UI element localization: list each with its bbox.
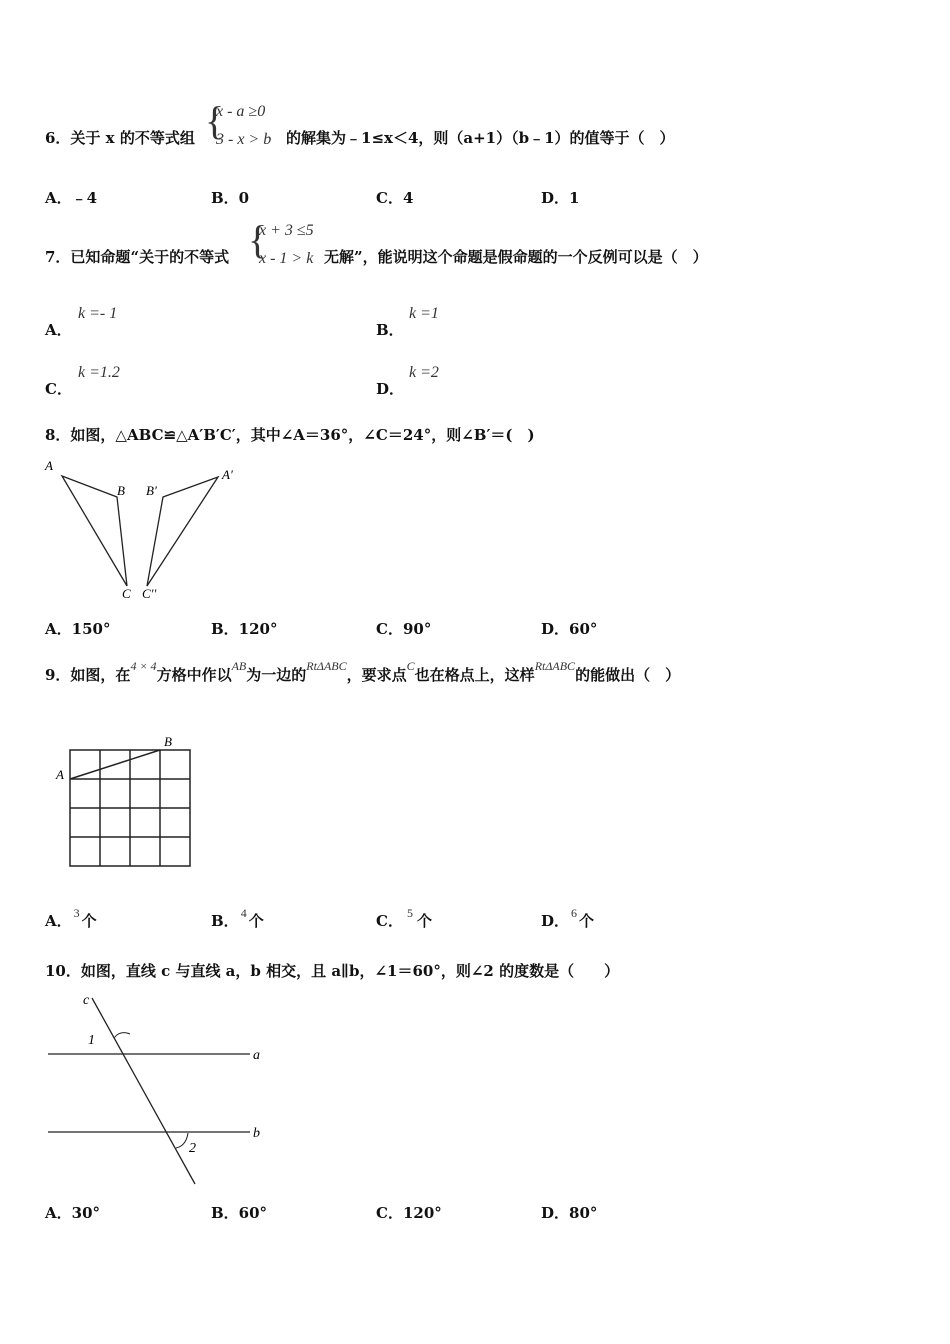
q7-prefix: 7．已知命题“关于的不等式 (45, 248, 230, 266)
q9-option-d-label: D． (541, 912, 570, 930)
q7-option-d-label[interactable]: D． (376, 380, 405, 398)
q9-text-part1: 9．如图，在 (45, 666, 131, 684)
q9-text-part4: ，要求点 (346, 666, 407, 684)
q6-option-c[interactable]: C．4 (376, 189, 414, 207)
q9-text-part6: 的能做出（ ） (575, 666, 681, 684)
label-a: A (45, 458, 53, 473)
label-b: b (253, 1126, 260, 1141)
q8-option-c[interactable]: C．90° (376, 620, 432, 638)
q9-option-a[interactable] (45, 906, 97, 931)
label-angle-1: 1 (88, 1033, 95, 1048)
q7-brace: { (248, 217, 268, 262)
q7-option-b-value[interactable]: k =1 (409, 305, 439, 322)
q10-option-b[interactable]: B．60° (211, 1204, 268, 1222)
label-c: c (83, 993, 90, 1008)
q9-option-b-unit: 个 (248, 912, 264, 930)
angle-2-arc (176, 1133, 188, 1148)
q6-system-line1: x - a ≥0 (216, 103, 266, 120)
q10-option-c[interactable]: C．120° (376, 1204, 442, 1222)
q6-prefix: 6．关于 x 的不等式组 (45, 129, 195, 147)
q7-option-c-label[interactable]: C． (45, 380, 72, 398)
q7-option-c-value[interactable]: k =1.2 (78, 364, 120, 381)
q9-math-rt-triangle: RtΔABC (306, 659, 347, 673)
q8-text: 8．如图，△ABC≌△A′B′C′，其中∠A＝36°，∠C＝24°，则∠B′＝( ) (45, 426, 535, 444)
triangle-a2b2c2 (147, 477, 218, 586)
q9-option-a-num: 3 (73, 906, 80, 920)
q9-option-c-label: C． (376, 912, 403, 930)
q7-option-a-label[interactable]: A． (45, 321, 72, 339)
q9-grid-figure (50, 730, 200, 875)
q9-text (45, 659, 681, 685)
q8-option-a[interactable]: A．150° (45, 620, 111, 638)
q7-option-a-value[interactable]: k =- 1 (78, 305, 118, 322)
label-b: B (164, 734, 172, 749)
label-b: B (117, 483, 125, 498)
q9-text-part5: 也在格点上，这样 (414, 666, 535, 684)
q9-option-b-label: B． (211, 912, 239, 930)
label-c-prime: C′′ (142, 586, 157, 601)
label-b-prime: B′ (146, 483, 157, 498)
grid-lines (70, 750, 190, 866)
q6-option-a[interactable]: A．﹣4 (45, 189, 98, 207)
q10-text: 10．如图，直线 c 与直线 a，b 相交，且 a∥b，∠1＝60°，则∠2 的度数是（ ） (45, 962, 620, 980)
q7-suffix: 无解”，能说明这个命题是假命题的一个反例可以是（ ） (324, 248, 708, 266)
segment-ab (70, 750, 160, 779)
label-angle-2: 2 (189, 1141, 196, 1156)
q9-math-grid-size: 4 × 4 (130, 659, 157, 673)
q6-system-line2: 3 - x > b (216, 131, 272, 148)
q6-suffix: 的解集为﹣1≤x＜4，则（a+1）（b﹣1）的值等于（ ） (286, 129, 675, 147)
q9-option-c-num: 5 (406, 906, 413, 920)
q9-text-part2: 方格中作以 (156, 666, 232, 684)
q9-option-d-num: 6 (571, 906, 578, 920)
q9-math-ab: AB (231, 659, 247, 673)
q9-option-c[interactable] (376, 906, 432, 931)
q9-text-part3: 为一边的 (246, 666, 307, 684)
angle-1-arc (114, 1033, 130, 1038)
label-a: a (253, 1048, 260, 1063)
q9-option-a-unit: 个 (81, 912, 97, 930)
q9-math-c: C (406, 659, 415, 673)
label-c: C (122, 586, 131, 601)
q10-option-a[interactable]: A．30° (45, 1204, 101, 1222)
q8-option-d[interactable]: D．60° (541, 620, 598, 638)
q7-system-line2: x - 1 > k (259, 250, 314, 267)
label-a: A (56, 767, 64, 782)
line-c (92, 998, 195, 1184)
q10-parallel-lines-figure (40, 990, 280, 1190)
q9-option-d[interactable] (541, 906, 595, 931)
q9-math-rt-triangle-2: RtΔABC (534, 659, 576, 673)
q8-option-b[interactable]: B．120° (211, 620, 278, 638)
q9-option-b-num: 4 (240, 906, 247, 920)
q9-option-c-unit: 个 (416, 912, 432, 930)
q10-option-d[interactable]: D．80° (541, 1204, 598, 1222)
q6-option-b[interactable]: B．0 (211, 189, 250, 207)
q9-option-a-label: A． (45, 912, 72, 930)
q7-option-b-label[interactable]: B． (376, 321, 404, 339)
label-a-prime: A′ (222, 467, 233, 482)
q8-triangles-figure (40, 455, 250, 605)
q6-brace: { (205, 98, 225, 143)
q9-option-d-unit: 个 (579, 912, 595, 930)
q9-option-b[interactable] (211, 906, 264, 931)
q7-system-line1: x + 3 ≤5 (259, 222, 314, 239)
q7-option-d-value[interactable]: k =2 (409, 364, 439, 381)
q6-option-d[interactable]: D．1 (541, 189, 580, 207)
